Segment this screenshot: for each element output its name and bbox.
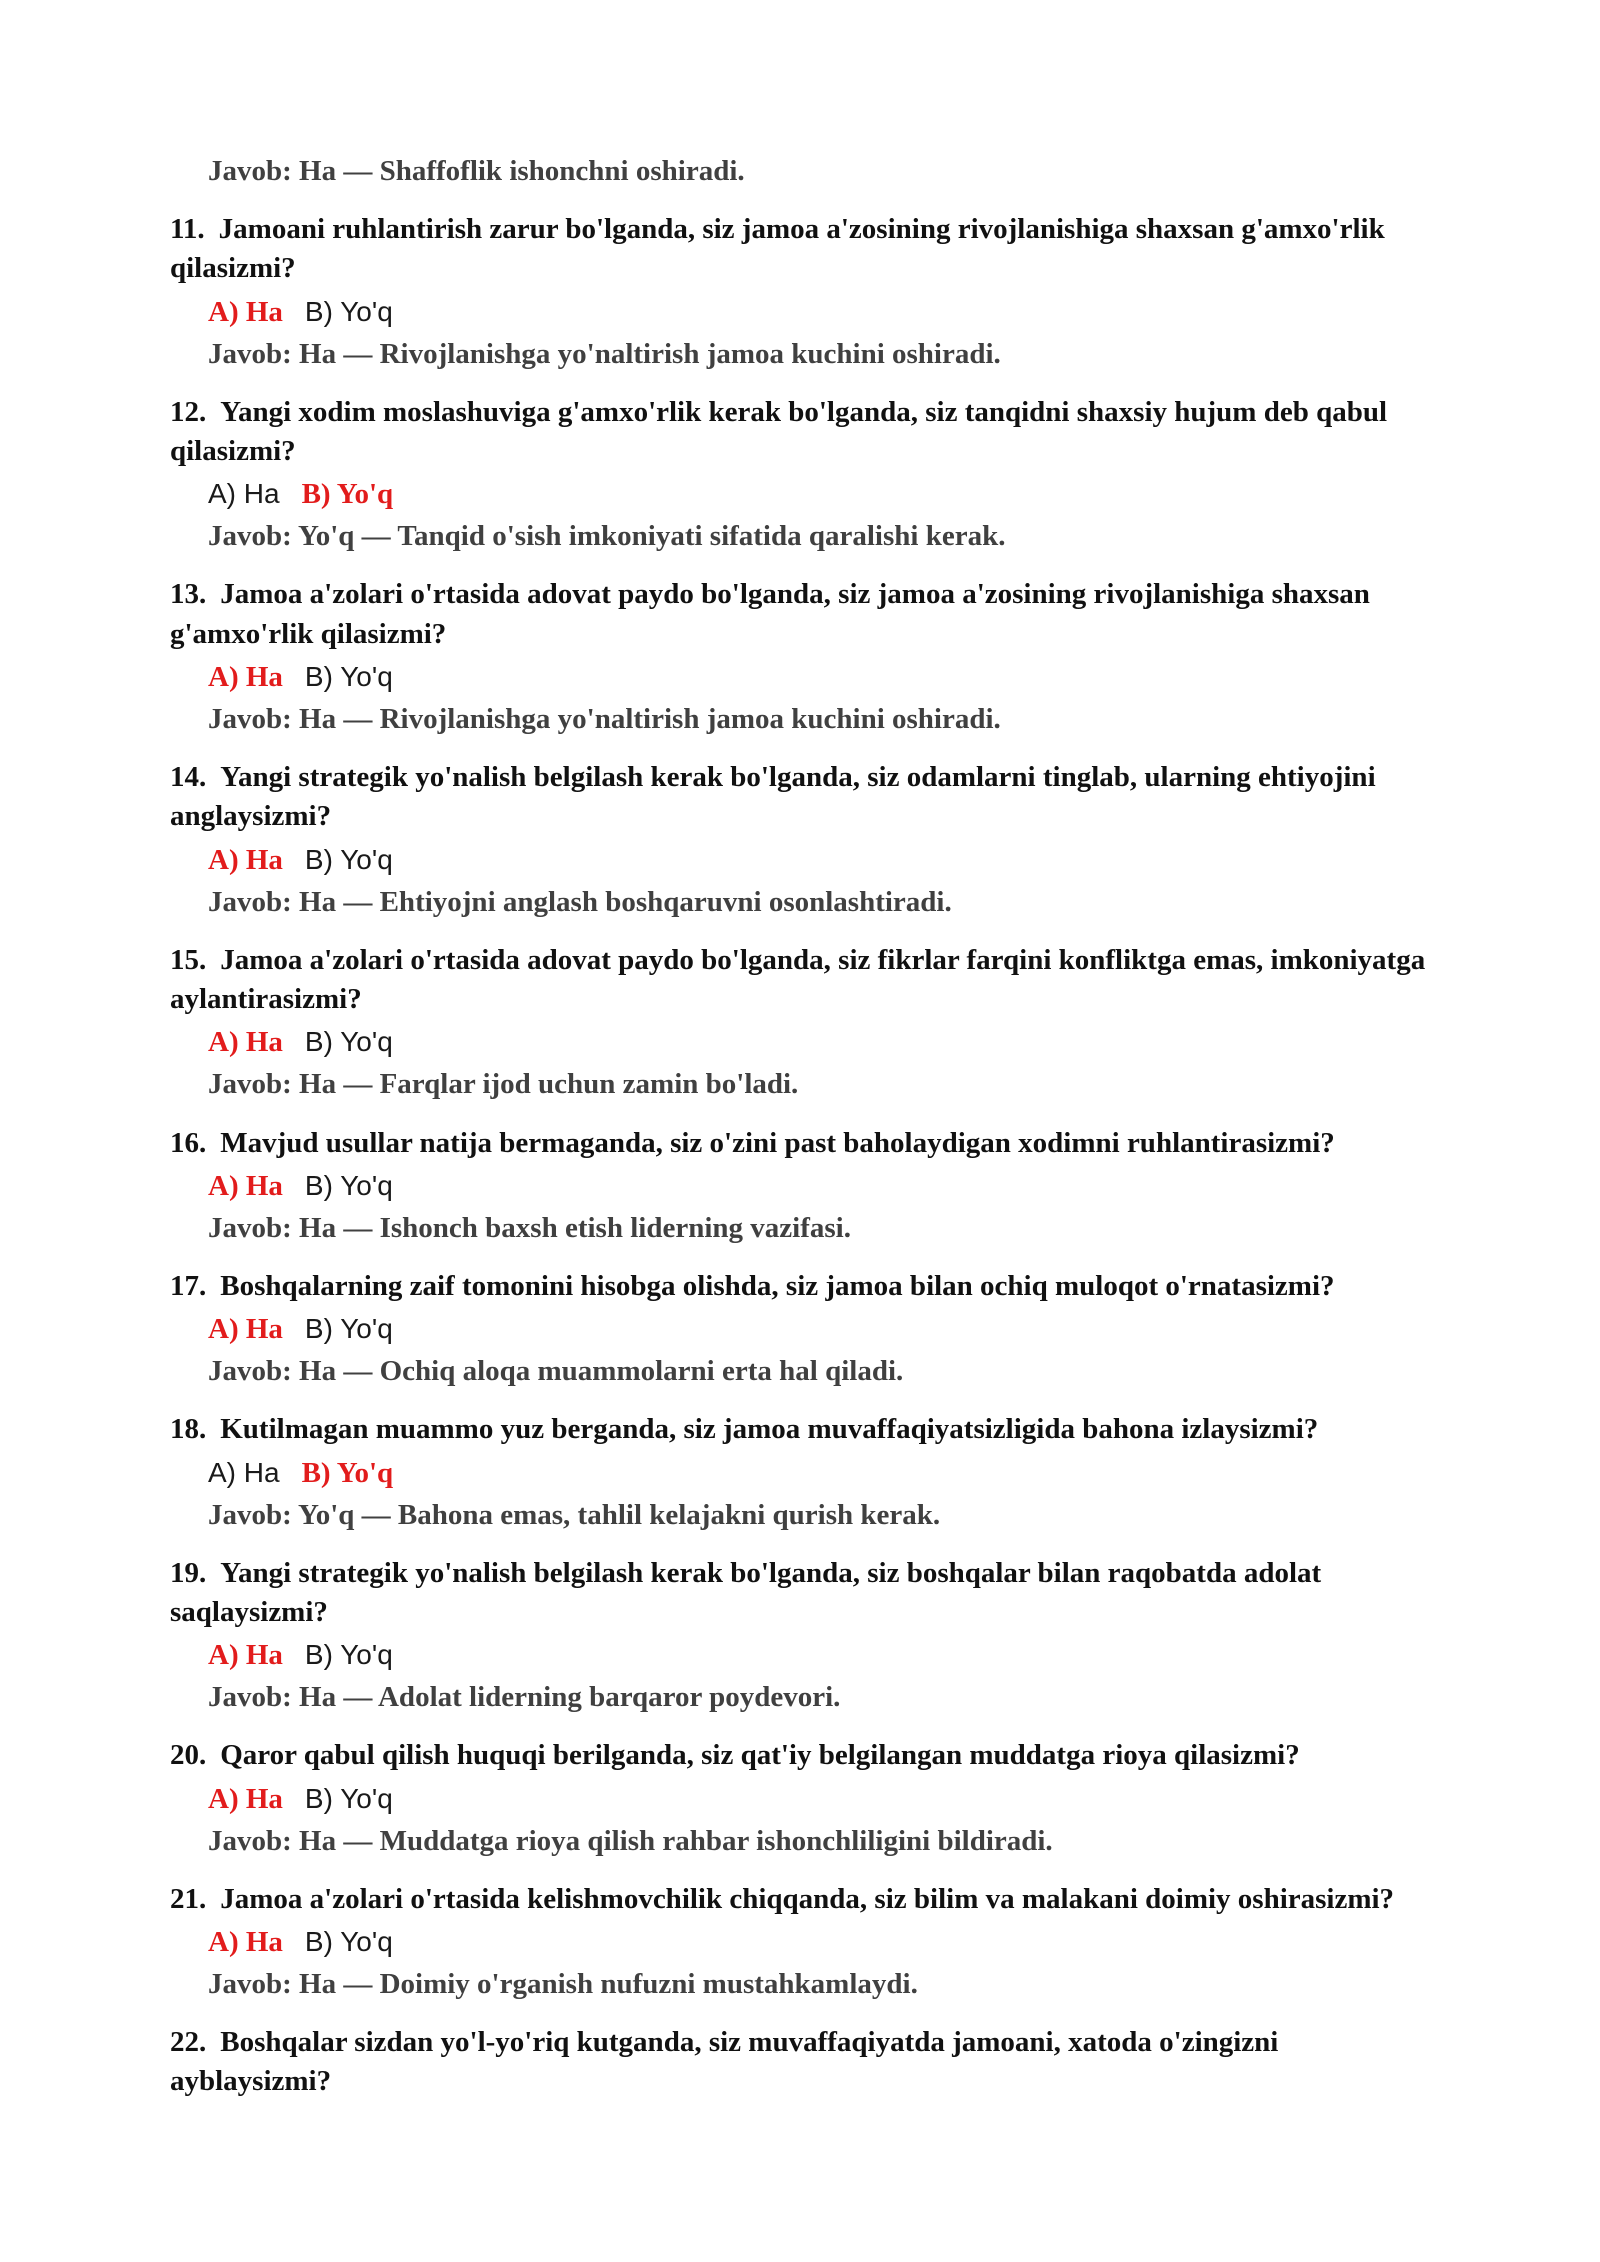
- option: A) Ha: [208, 1456, 280, 1488]
- question-text-line: [170, 1267, 1435, 1306]
- answer-explanation: Javob: Ha — Ehtiyojni anglash boshqaruvni osonlashtiradi.: [208, 885, 952, 918]
- selected-option: B) Yo'q: [301, 1456, 394, 1489]
- continued-answer-line: Javob: Ha — Shaffoflik ishonchni oshiradi.: [208, 155, 745, 187]
- option: B) Yo'q: [304, 1639, 393, 1671]
- question-text-line: [170, 393, 1435, 472]
- question-number: 13.: [170, 578, 207, 611]
- document-page: [170, 152, 1435, 2102]
- question-text: Jamoa a'zolari o'rtasida kelishmovchilik chiqqanda, siz bilim va malakani doimiy oshirasizmi?: [220, 1882, 1395, 1915]
- question-text: Boshqalar sizdan yo'l-yo'riq kutganda, siz muvaffaqiyatda jamoani, xatoda o'zingizni ayblaysizmi?: [170, 2026, 1279, 2098]
- answer-options: [170, 1632, 1435, 1678]
- option: B) Yo'q: [304, 1169, 393, 1201]
- answer-options: [170, 1306, 1435, 1352]
- question-text: Yangi xodim moslashuviga g'amxo'rlik kerak bo'lganda, siz tanqidni shaxsiy hujum deb qabul qilasizmi?: [170, 395, 1388, 468]
- question-number: 22.: [170, 2026, 207, 2059]
- question-item: [170, 2023, 1435, 2102]
- selected-option: B) Yo'q: [301, 478, 394, 511]
- question-item: [170, 758, 1435, 922]
- answer-options: [170, 1019, 1435, 1065]
- question-item: [170, 1880, 1435, 2005]
- question-text: Mavjud usullar natija bermaganda, siz o'zini past baholaydigan xodimni ruhlantirasizmi?: [220, 1126, 1335, 1159]
- answer-explanation: Javob: Yo'q — Tanqid o'sish imkoniyati sifatida qaralishi kerak.: [208, 520, 1006, 553]
- answer-explanation: Javob: Ha — Adolat liderning barqaror poydevori.: [208, 1681, 841, 1714]
- question-text: Jamoa a'zolari o'rtasida adovat paydo bo'lganda, siz jamoa a'zosining rivojlanishiga shaxsan g'amxo'rlik qilasizmi?: [170, 578, 1370, 650]
- answer-explanation: Javob: Ha — Ishonch baxsh etish liderning vazifasi.: [208, 1211, 851, 1244]
- question-item: [170, 1267, 1435, 1392]
- answer-options: [170, 1163, 1435, 1209]
- answer-options: [170, 654, 1435, 700]
- answer-explanation: Javob: Ha — Doimiy o'rganish nufuzni mustahkamlaydi.: [208, 1968, 918, 2001]
- question-number: 12.: [170, 395, 207, 428]
- question-number: 16.: [170, 1126, 207, 1159]
- question-text: Jamoani ruhlantirish zarur bo'lganda, siz jamoa a'zosining rivojlanishiga shaxsan g'amxo'rlik qilasizmi?: [170, 213, 1385, 285]
- selected-option: A) Ha: [208, 843, 283, 876]
- question-number: 18.: [170, 1413, 207, 1446]
- selected-option: A) Ha: [208, 295, 283, 328]
- answer-explanation: Javob: Ha — Rivojlanishga yo'naltirish jamoa kuchini oshiradi.: [208, 337, 1001, 370]
- question-text: Kutilmagan muammo yuz berganda, siz jamoa muvaffaqiyatsizligida bahona izlaysizmi?: [220, 1413, 1319, 1446]
- question-text: Jamoa a'zolari o'rtasida adovat paydo bo'lganda, siz fikrlar farqini konfliktga emas, imkoniyatga aylantirasizmi?: [170, 943, 1426, 1016]
- selected-option: A) Ha: [208, 661, 283, 694]
- option: B) Yo'q: [304, 1026, 393, 1058]
- question-text-line: [170, 1554, 1435, 1633]
- question-text-line: [170, 1410, 1435, 1449]
- question-text-line: [170, 1880, 1435, 1919]
- answer-options: [170, 1450, 1435, 1496]
- answer-options: [170, 1919, 1435, 1965]
- answer-options: [170, 289, 1435, 335]
- question-item: [170, 1124, 1435, 1249]
- question-text-line: [170, 575, 1435, 654]
- question-item: [170, 941, 1435, 1105]
- question-text-line: [170, 941, 1435, 1020]
- question-text: Yangi strategik yo'nalish belgilash kerak bo'lganda, siz boshqalar bilan raqobatda adolat saqlaysizmi?: [170, 1556, 1322, 1628]
- question-text: Qaror qabul qilish huquqi berilganda, siz qat'iy belgilangan muddatga rioya qilasizmi?: [220, 1739, 1300, 1772]
- question-number: 21.: [170, 1882, 207, 1915]
- answer-options: [170, 471, 1435, 517]
- selected-option: A) Ha: [208, 1313, 283, 1346]
- question-item: [170, 1410, 1435, 1535]
- answer-explanation: Javob: Ha — Muddatga rioya qilish rahbar ishonchliligini bildiradi.: [208, 1824, 1053, 1857]
- question-text-line: [170, 2023, 1435, 2102]
- option: A) Ha: [208, 478, 280, 510]
- question-number: 14.: [170, 761, 207, 794]
- selected-option: A) Ha: [208, 1782, 283, 1815]
- question-text-line: [170, 1736, 1435, 1775]
- option: B) Yo'q: [304, 1313, 393, 1345]
- question-number: 19.: [170, 1556, 207, 1589]
- option: B) Yo'q: [304, 1926, 393, 1958]
- question-item: [170, 210, 1435, 374]
- answer-explanation: Javob: Ha — Farqlar ijod uchun zamin bo'ladi.: [208, 1068, 799, 1101]
- question-item: [170, 393, 1435, 557]
- answer-options: [170, 837, 1435, 883]
- question-number: 15.: [170, 943, 207, 976]
- option: B) Yo'q: [304, 1782, 393, 1814]
- selected-option: A) Ha: [208, 1169, 283, 1202]
- answer-explanation: Javob: Yo'q — Bahona emas, tahlil kelajakni qurish kerak.: [208, 1498, 941, 1531]
- question-number: 20.: [170, 1739, 207, 1772]
- option: B) Yo'q: [304, 843, 393, 875]
- question-number: 11.: [170, 213, 205, 246]
- selected-option: A) Ha: [208, 1926, 283, 1959]
- question-item: [170, 1736, 1435, 1861]
- option: B) Yo'q: [304, 295, 393, 327]
- question-list: [170, 210, 1435, 2102]
- answer-explanation: Javob: Ha — Rivojlanishga yo'naltirish jamoa kuchini oshiradi.: [208, 703, 1001, 736]
- question-item: [170, 1554, 1435, 1718]
- question-text: Yangi strategik yo'nalish belgilash kerak bo'lganda, siz odamlarni tinglab, ularning ehtiyojini anglaysizmi?: [170, 761, 1376, 833]
- selected-option: A) Ha: [208, 1026, 283, 1059]
- question-number: 17.: [170, 1269, 207, 1302]
- answer-explanation: Javob: Ha — Ochiq aloqa muammolarni erta hal qiladi.: [208, 1355, 904, 1388]
- answer-options: [170, 1776, 1435, 1822]
- question-text-line: [170, 1124, 1435, 1163]
- selected-option: A) Ha: [208, 1639, 283, 1672]
- question-text: Boshqalarning zaif tomonini hisobga olishda, siz jamoa bilan ochiq muloqot o'rnatasizmi?: [220, 1269, 1335, 1302]
- question-text-line: [170, 758, 1435, 837]
- question-text-line: [170, 210, 1435, 289]
- question-item: [170, 575, 1435, 739]
- option: B) Yo'q: [304, 661, 393, 693]
